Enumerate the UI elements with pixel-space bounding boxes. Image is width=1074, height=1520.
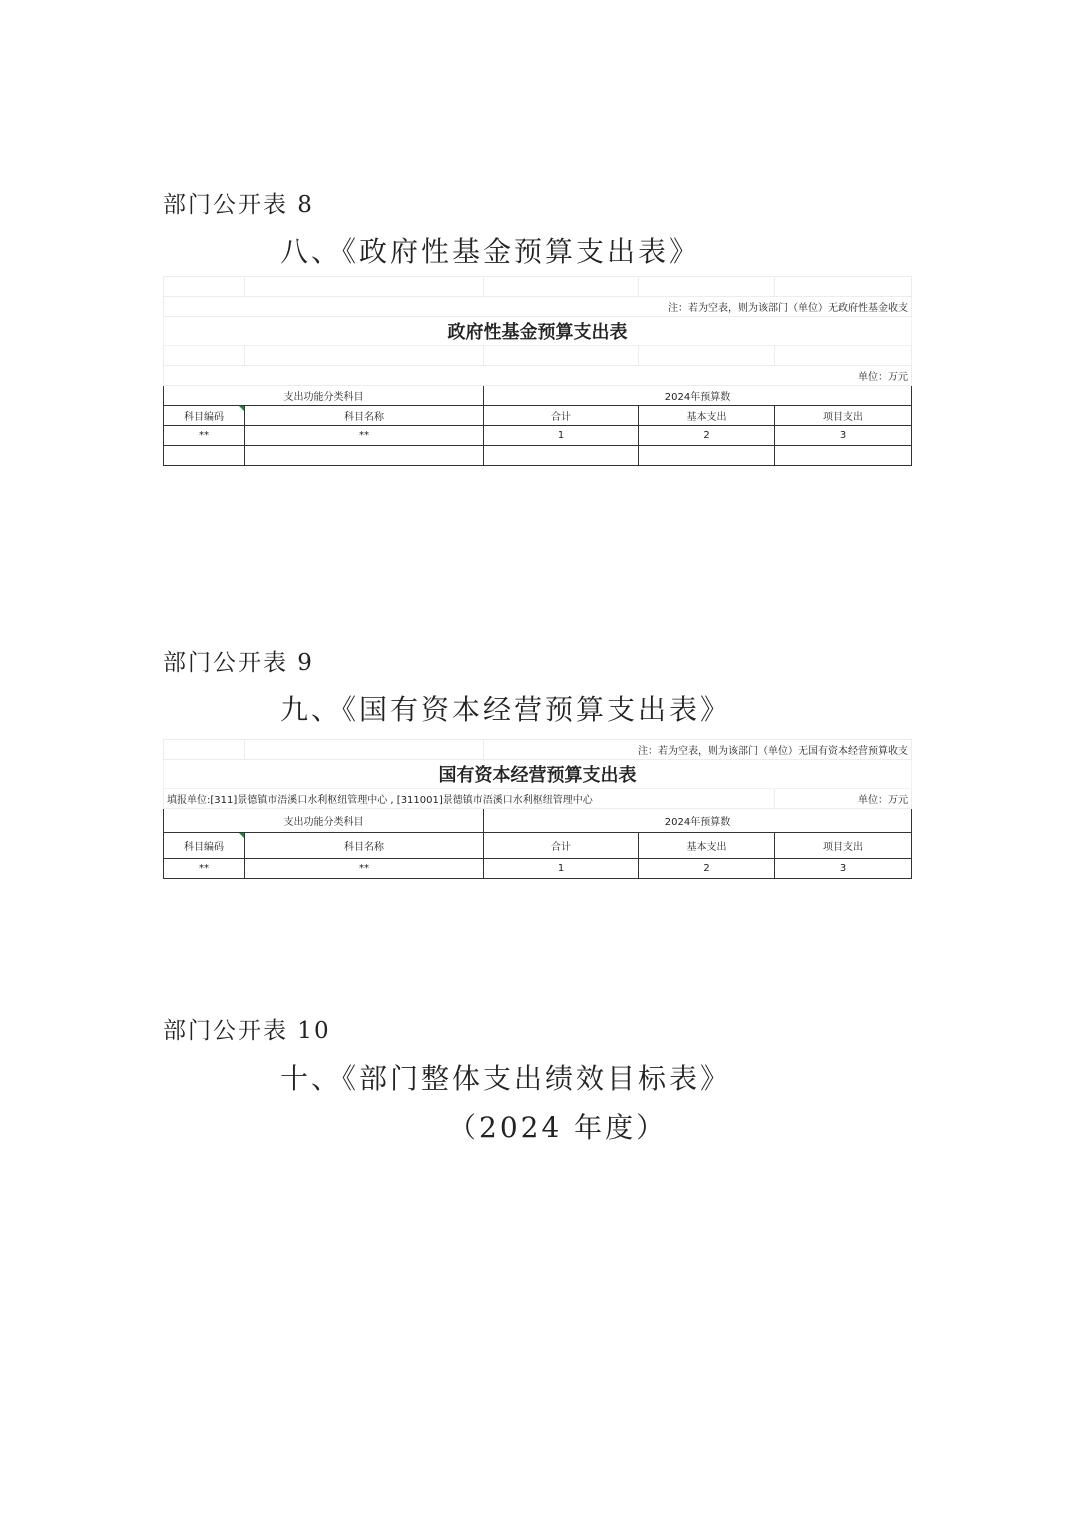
section-9-heading: 九、《国有资本经营预算支出表》: [280, 693, 732, 726]
government-fund-table: [163, 276, 911, 466]
unit-label: 单位：万元: [164, 366, 912, 386]
table-cell: **: [245, 426, 484, 446]
state-capital-table: [163, 739, 911, 879]
table-cell: **: [164, 426, 245, 446]
header-budget-year: 2024年预算数: [484, 386, 912, 406]
table-row: [164, 446, 912, 466]
header-budget-year: 2024年预算数: [484, 809, 912, 833]
table-cell: 2: [639, 859, 775, 879]
table-cell: [484, 446, 639, 466]
table-row: [164, 859, 912, 879]
column-header: 基本支出: [639, 833, 775, 859]
column-header: 项目支出: [775, 406, 912, 426]
table-cell: [775, 446, 912, 466]
table-cell: 2: [639, 426, 775, 446]
column-header: 科目名称: [245, 833, 484, 859]
table-cell: 3: [775, 426, 912, 446]
section-8-label: 部门公开表 8: [163, 192, 314, 218]
table-cell: 1: [484, 426, 639, 446]
section-9-label: 部门公开表 9: [163, 650, 314, 676]
table-note: 注：若为空表，则为该部门（单位）无政府性基金收支: [164, 297, 912, 317]
column-header: 基本支出: [639, 406, 775, 426]
table-row: [164, 426, 912, 446]
table-note: 注：若为空表，则为该部门（单位）无国有资本经营预算收支: [484, 740, 912, 760]
table-cell: **: [164, 859, 245, 879]
unit-label: 单位：万元: [775, 789, 912, 809]
column-header: 科目名称: [245, 406, 484, 426]
table-title: 政府性基金预算支出表: [164, 317, 912, 346]
header-function-category: 支出功能分类科目: [164, 809, 484, 833]
column-header: 项目支出: [775, 833, 912, 859]
table-cell: [639, 446, 775, 466]
table-cell: 3: [775, 859, 912, 879]
section-8-heading: 八、《政府性基金预算支出表》: [280, 235, 701, 268]
table-title: 国有资本经营预算支出表: [164, 760, 912, 789]
filler-unit: 填报单位:[311]景德镇市浯溪口水利枢纽管理中心 , [311001]景德镇市浯溪口水利枢纽管理中心: [164, 789, 775, 809]
column-header: 科目编码: [164, 406, 245, 426]
column-header: 科目编码: [164, 833, 245, 859]
column-header: 合计: [484, 406, 639, 426]
table-cell: [245, 446, 484, 466]
table-cell: **: [245, 859, 484, 879]
table-cell: [164, 446, 245, 466]
section-10-label: 部门公开表 10: [163, 1018, 331, 1044]
table-cell: 1: [484, 859, 639, 879]
section-10-heading: 十、《部门整体支出绩效目标表》: [280, 1062, 732, 1095]
column-header: 合计: [484, 833, 639, 859]
header-function-category: 支出功能分类科目: [164, 386, 484, 406]
section-10-subheading: （2024 年度）: [448, 1111, 668, 1144]
